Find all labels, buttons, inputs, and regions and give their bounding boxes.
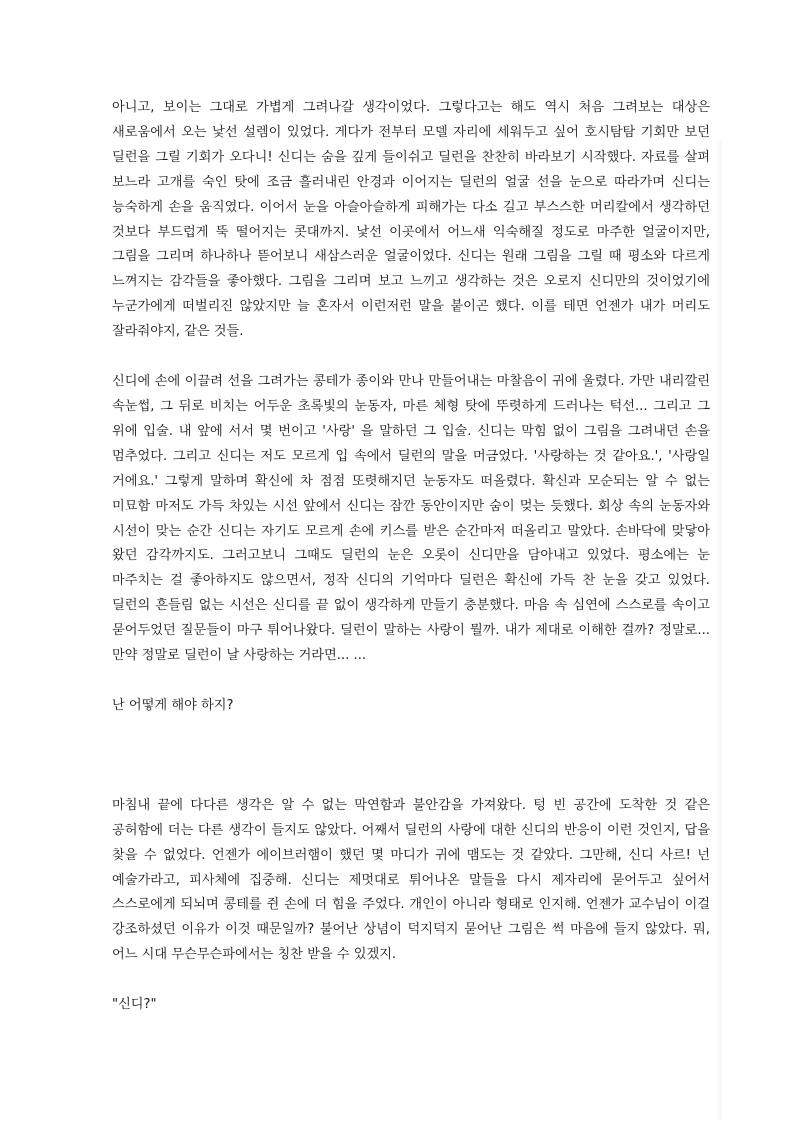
paragraph-1: 아니고, 보이는 그대로 가볍게 그려나갈 생각이었다. 그렇다고는 해도 역시 처음 그려보는 대상은 새로움에서 오는 낯선 설렘이 있었다. 게다가 전부터 모델 자리에 세워두고 싶어 호시탐탐 기회만 보던 딜런을 그릴 기회가 오다니! 신디는 숨을 깊게 들이쉬고 딜런을 찬찬히 바라보기 시작했다. 자료를 살펴 보느라 고개를 숙인 탓에 조금 흘러내린 안경과 이어지는 딜런의 얼굴 선을 눈으로 따라가며 신디는 능숙하게 손을 움직였다. 이어서 눈을 아슬아슬하게 피해가는 다소 길고 부스스한 머리칼에서 생각하던 것보다 부드럽게 뚝 떨어지는 콧대까지. 낯선 이곳에서 어느새 익숙해질 정도로 마주한 얼굴이지만, 그림을 그리며 하나하나 뜯어보니 새삼스러운 얼굴이었다. 신디는 원래 그림을 그릴 때 평소와 다르게 느껴지는 감각들을 좋아했다. 그림을 그리며 보고 느끼고 생각하는 것은 오로지 신디만의 것이었기에 누군가에게 떠벌리진 않았지만 늘 혼자서 이런저런 말을 붙이곤 했다. 이를 테면 언젠가 내가 머리도 잘라줘야지, 같은 것들. [112,100,710,340]
paragraph-3: 난 어떻게 해야 하지? [112,697,234,713]
paragraph-4: 마침내 끝에 다다른 생각은 알 수 없는 막연함과 불안감을 가져왔다. 텅 빈 공간에 도착한 것 같은 공허함에 더는 다른 생각이 들지도 않았다. 어째서 딜런의 사랑에 대한 신디의 반응이 이런 것인지, 답을 찾을 수 없었다. 언젠가 에이브러햄이 했던 몇 마디가 귀에 맴도는 것 같았다. 그만해, 신디 사르! 넌 예술가라고, 피사체에 집중해. 신디는 제멋대로 튀어나온 말들을 다시 제자리에 묻어두고 싶어서 스스로에게 되뇌며 콩테를 쥔 손에 더 힘을 주었다. 개인이 아니라 형태로 인지해. 언젠가 교수님이 이걸 강조하셨던 이유가 이것 때문일까? 불어난 상념이 덕지덕지 묻어난 그림은 썩 마음에 들지 않았다. 뭐, 어느 시대 무슨무슨파에서는 칭찬 받을 수 있겠지. [112,797,710,963]
paragraph-spacer [112,669,710,694]
paragraph-spacer [112,345,710,370]
paragraph-spacer [112,968,710,993]
document-page [112,96,710,1018]
dialogue-line: "신디?" [112,997,157,1013]
paragraph-2: 신디에 손에 이끌려 선을 그려가는 콩테가 종이와 만나 만들어내는 마찰음이 귀에 울렸다. 가만 내리깔린 속눈썹, 그 뒤로 비치는 어두운 초록빛의 눈동자, 마른 체형 탓에 뚜렷하게 드러나는 턱선... 그리고 그 위에 입술. 내 앞에 서서 몇 번이고 '사랑' 을 말하던 그 입술. 신디는 막힘 없이 그림을 그려내던 손을 멈추었다. 그리고 신디는 저도 모르게 입 속에서 딜런의 말을 머금었다. '사랑하는 것 같아요.', '사랑일 거에요.' 그렇게 말하며 확신에 차 점점 또렷해지던 눈동자도 떠올렸다. 확신과 모순되는 알 수 없는 미묘함 마저도 가득 차있는 시선 앞에서 신디는 잠깐 동안이지만 숨이 멎는 듯했다. 회상 속의 눈동자와 시선이 맞는 순간 신디는 자기도 모르게 손에 키스를 받은 순간마저 떠올리고 말았다. 손바닥에 맞닿아 왔던 감각까지도. 그러고보니 그때도 딜런의 눈은 오롯이 신디만을 담아내고 있었다. 평소에는 눈 마주치는 걸 좋아하지도 않으면서, 정작 신디의 기억마다 딜런은 확신에 가득 찬 눈을 갖고 있었다. 딜런의 흔들림 없는 시선은 신디를 끝 없이 생각하게 만들기 충분했다. 마음 속 심연에 스스로를 속이고 묻어두었던 질문들이 마구 튀어나왔다. 딜런이 말하는 사랑이 뭘까. 내가 제대로 이해한 걸까? 정말로... 만약 정말로 딜런이 날 사랑하는 거라면... ... [112,374,710,664]
page-edge-shadow [714,140,722,1120]
section-spacer [112,719,710,794]
